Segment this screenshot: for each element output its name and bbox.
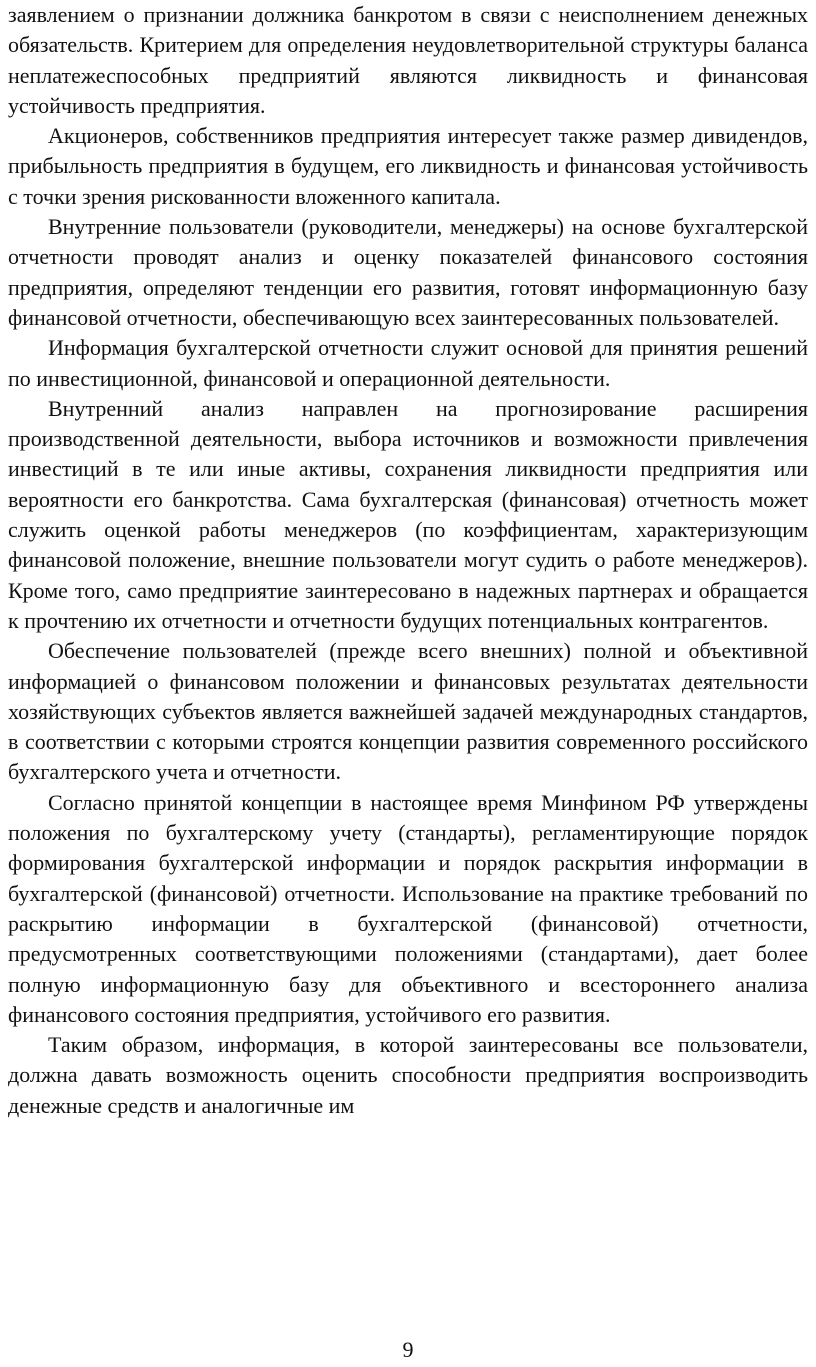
document-page	[8, 0, 808, 1121]
paragraph-5: Внутренний анализ направлен на прогнозирование расширения производственной деятельности, выбора источников и возможности привлечения инвестиций в те или иные активы, сохранения ликвидности предприятия или вероятности его банкротства. Сама бухгалтерская (финансовая) отчетность может служить оценкой работы менеджеров (по коэффициентам, характеризующим финансовой положение, внешние пользователи могут судить о работе менеджеров). Кроме того, само предприятие заинтересовано в надежных партнерах и обращается к прочтению их отчетности и отчетности будущих потенциальных контрагентов.	[8, 395, 808, 633]
paragraph-4: Информация бухгалтерской отчетности служит основой для принятия решений по инвестиционной, финансовой и операционной деятельности.	[8, 335, 808, 391]
paragraph-1: заявлением о признании должника банкротом в связи с неисполнением денежных обязательств. Критерием для определения неудовлетворительной структуры баланса неплатежеспособных предприятий являются ликвидность и финансовая устойчивость предприятия.	[8, 2, 808, 118]
paragraph-6: Обеспечение пользователей (прежде всего внешних) полной и объективной информацией о финансовом положении и финансовых результатах деятельности хозяйствующих субъектов является важнейшей задачей международных стандартов, в соответствии с которыми строятся концепции развития современного российского бухгалтерского учета и отчетности.	[8, 638, 808, 785]
paragraph-8: Таким образом, информация, в которой заинтересованы все пользователи, должна давать возможность оценить способности предприятия воспроизводить денежные средств и аналогичные им	[8, 1032, 808, 1118]
paragraph-7: Согласно принятой концепции в настоящее время Минфином РФ утверждены положения по бухгалтерскому учету (стандарты), регламентирующие порядок формирования бухгалтерской информации и порядок раскрытия информации в бухгалтерской (финансовой) отчетности. Использование на практике требований по раскрытию информации в бухгалтерской (финансовой) отчетности, предусмотренных соответствующими положениями (стандартами), дает более полную информационную базу для объективного и всестороннего анализа финансового состояния предприятия, устойчивого его развития.	[8, 789, 808, 1027]
page-number: 9	[402, 1337, 414, 1362]
paragraph-2: Акционеров, собственников предприятия интересует также размер дивидендов, прибыльность предприятия в будущем, его ликвидность и финансовая устойчивость с точки зрения рискованности вложенного капитала.	[8, 123, 808, 209]
paragraph-3: Внутренние пользователи (руководители, менеджеры) на основе бухгалтерской отчетности проводят анализ и оценку показателей финансового состояния предприятия, определяют тенденции его развития, готовят информационную базу финансовой отчетности, обеспечивающую всех заинтересованных пользователей.	[8, 214, 808, 330]
